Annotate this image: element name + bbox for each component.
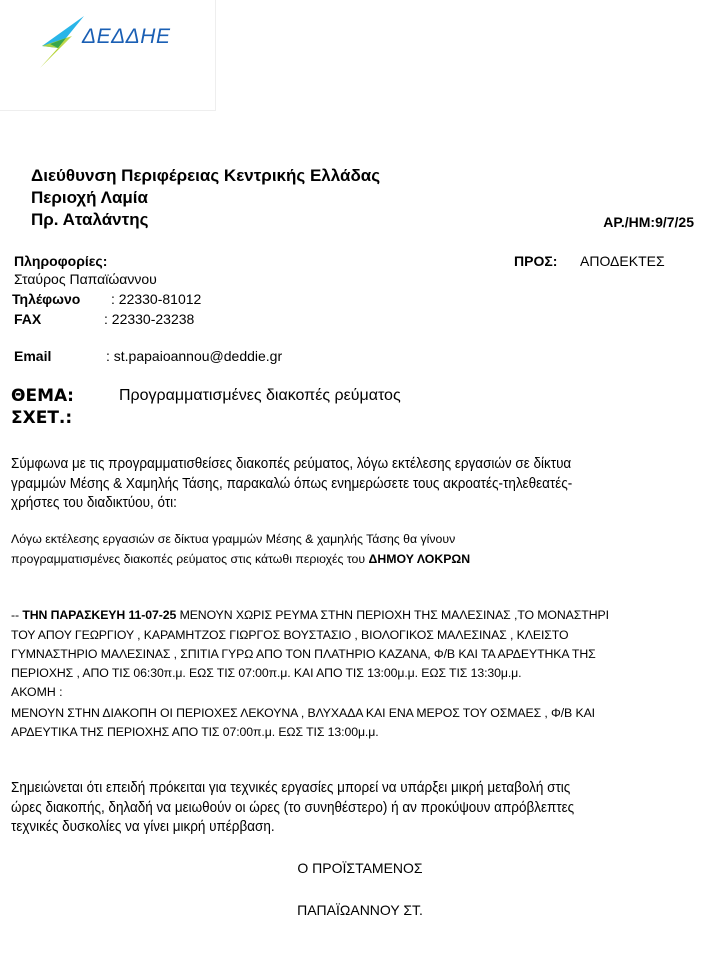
phone-value: : 22330-81012: [111, 291, 202, 307]
intro-line: γραμμών Μέσης & Χαμηλής Τάσης, παρακαλώ όπως ενημερώσετε τους ακροατές-τηλεθεατές-: [11, 475, 573, 492]
schedule-line-3: ΓΥΜΝΑΣΤΗΡΙΟ ΜΑΛΕΣΙΝΑΣ , ΣΠΙΤΙΑ ΓΥΡΩ ΑΠΟ ΤΟΝ ΠΛΑΤΗΡΙΟ ΚΑΖΑΝΑ, Φ/Β ΚΑΙ ΤΑ ΑΡΔΕΥΤΗΚΑ ΤΗΣ: [11, 647, 596, 661]
schedule-line-5: ΑΚΟΜΗ :: [11, 685, 63, 699]
signature-name: ΠΑΠΑΪΩΑΝΝΟΥ ΣΤ.: [297, 902, 423, 918]
note-line: Σημειώνεται ότι επειδή πρόκειται για τεχνικές εργασίες μπορεί να υπάρξει μικρή μεταβολή στις: [11, 780, 571, 796]
municipality-name: ΔΗΜΟΥ ΛΟΚΡΩΝ: [368, 552, 471, 566]
info-label: Πληροφορίες:: [14, 253, 108, 269]
reference-date: ΑΡ./ΗΜ:9/7/25: [603, 214, 694, 230]
schedule-line-6: ΜΕΝΟΥΝ ΣΤΗΝ ΔΙΑΚΟΠΗ ΟΙ ΠΕΡΙΟΧΕΣ ΛΕΚΟΥΝΑ , ΒΛΥΧΑΔΑ ΚΑΙ ΕΝΑ ΜΕΡΟΣ ΤΟΥ ΟΣΜΑΕΣ , Φ/Β ΚΑΙ: [11, 706, 595, 720]
fax-label: FAX: [14, 311, 42, 327]
note-paragraph: [11, 779, 701, 838]
note-line: ώρες διακοπής, δηλαδή να μειωθούν οι ώρες (το συνηθέστερο) ή αν προκύψουν απρόβλεπτες: [11, 799, 575, 816]
related-label: ΣΧΕΤ.:: [11, 408, 73, 428]
schedule-day: ΤΗΝ ΠΑΡΑΣΚΕΥΗ 11-07-25: [22, 608, 177, 622]
schedule-line-2: ΤΟΥ ΑΠΟΥ ΓΕΩΡΓΙΟΥ , ΚΑΡΑΜΗΤΖΟΣ ΓΙΩΡΓΟΣ ΒΟΥΣΤΑΣΙΟ , ΒΙΟΛΟΓΙΚΟΣ ΜΑΛΕΣΙΝΑΣ , ΚΛΕΙΣΤΟ: [11, 628, 569, 642]
email-label: Email: [14, 348, 52, 364]
schedule-text: ΜΕΝΟΥΝ ΧΩΡΙΣ ΡΕΥΜΑ ΣΤΗΝ ΠΕΡΙΟΧΗ ΤΗΣ ΜΑΛΕΣΙΝΑΣ ,ΤΟ ΜΟΝΑΣΤΗΡΙ: [176, 608, 609, 622]
note-line: τεχνικές δυσκολίες να γίνει μικρή υπέρβαση.: [11, 819, 275, 835]
logo-area: [0, 0, 216, 111]
subject-value: Προγραμματισμένες διακοπές ρεύματος: [119, 387, 401, 404]
email-value: : st.papaioannou@deddie.gr: [106, 348, 283, 364]
notice-line-1: Λόγω εκτέλεσης εργασιών σε δίκτυα γραμμών Μέσης & χαμηλής Τάσης θα γίνουν: [11, 532, 456, 546]
dash: --: [11, 608, 23, 622]
intro-line: χρήστες του διαδικτύου, ότι:: [11, 495, 177, 511]
schedule-line-1: [11, 605, 609, 625]
recipient-value: ΑΠΟΔΕΚΤΕΣ: [580, 253, 665, 269]
intro-line: Σύμφωνα με τις προγραμματισθείσες διακοπές ρεύματος, λόγω εκτέλεσης εργασιών σε δίκτυα: [11, 456, 572, 472]
notice-line-2: [11, 549, 470, 569]
notice-text: προγραμματισμένες διακοπές ρεύματος στις κάτωθι περιοχές του: [11, 552, 369, 566]
phone-label: Τηλέφωνο: [12, 291, 81, 307]
logo-text: ΔΕΔΔΗΕ: [82, 25, 171, 48]
fax-value: : 22330-23238: [104, 311, 195, 327]
deddie-logo-icon: [36, 16, 86, 68]
contact-name: Σταύρος Παπαϊώαννου: [14, 271, 157, 287]
header-directorate: Διεύθυνση Περιφέρειας Κεντρικής Ελλάδας: [31, 166, 381, 185]
subject-label: ΘΕΜΑ:: [11, 386, 74, 406]
recipient-label: ΠΡΟΣ:: [514, 253, 558, 269]
schedule-line-4: ΠΕΡΙΟΧΗΣ , ΑΠΟ ΤΙΣ 06:30π.μ. ΕΩΣ ΤΙΣ 07:00π.μ. ΚΑΙ ΑΠΟ ΤΙΣ 13:00μ.μ. ΕΩΣ ΤΙΣ 13:30μ.μ.: [11, 666, 522, 680]
header-region: Περιοχή Λαμία: [31, 188, 148, 207]
signature-title: Ο ΠΡΟΪΣΤΑΜΕΝΟΣ: [297, 860, 423, 876]
intro-paragraph: [11, 455, 701, 514]
schedule-line-7: ΑΡΔΕΥΤΙΚΑ ΤΗΣ ΠΕΡΙΟΧΗΣ ΑΠΟ ΤΙΣ 07:00π.μ. ΕΩΣ ΤΙΣ 13:00μ.μ.: [11, 725, 379, 739]
header-branch: Πρ. Αταλάντης: [31, 210, 149, 229]
